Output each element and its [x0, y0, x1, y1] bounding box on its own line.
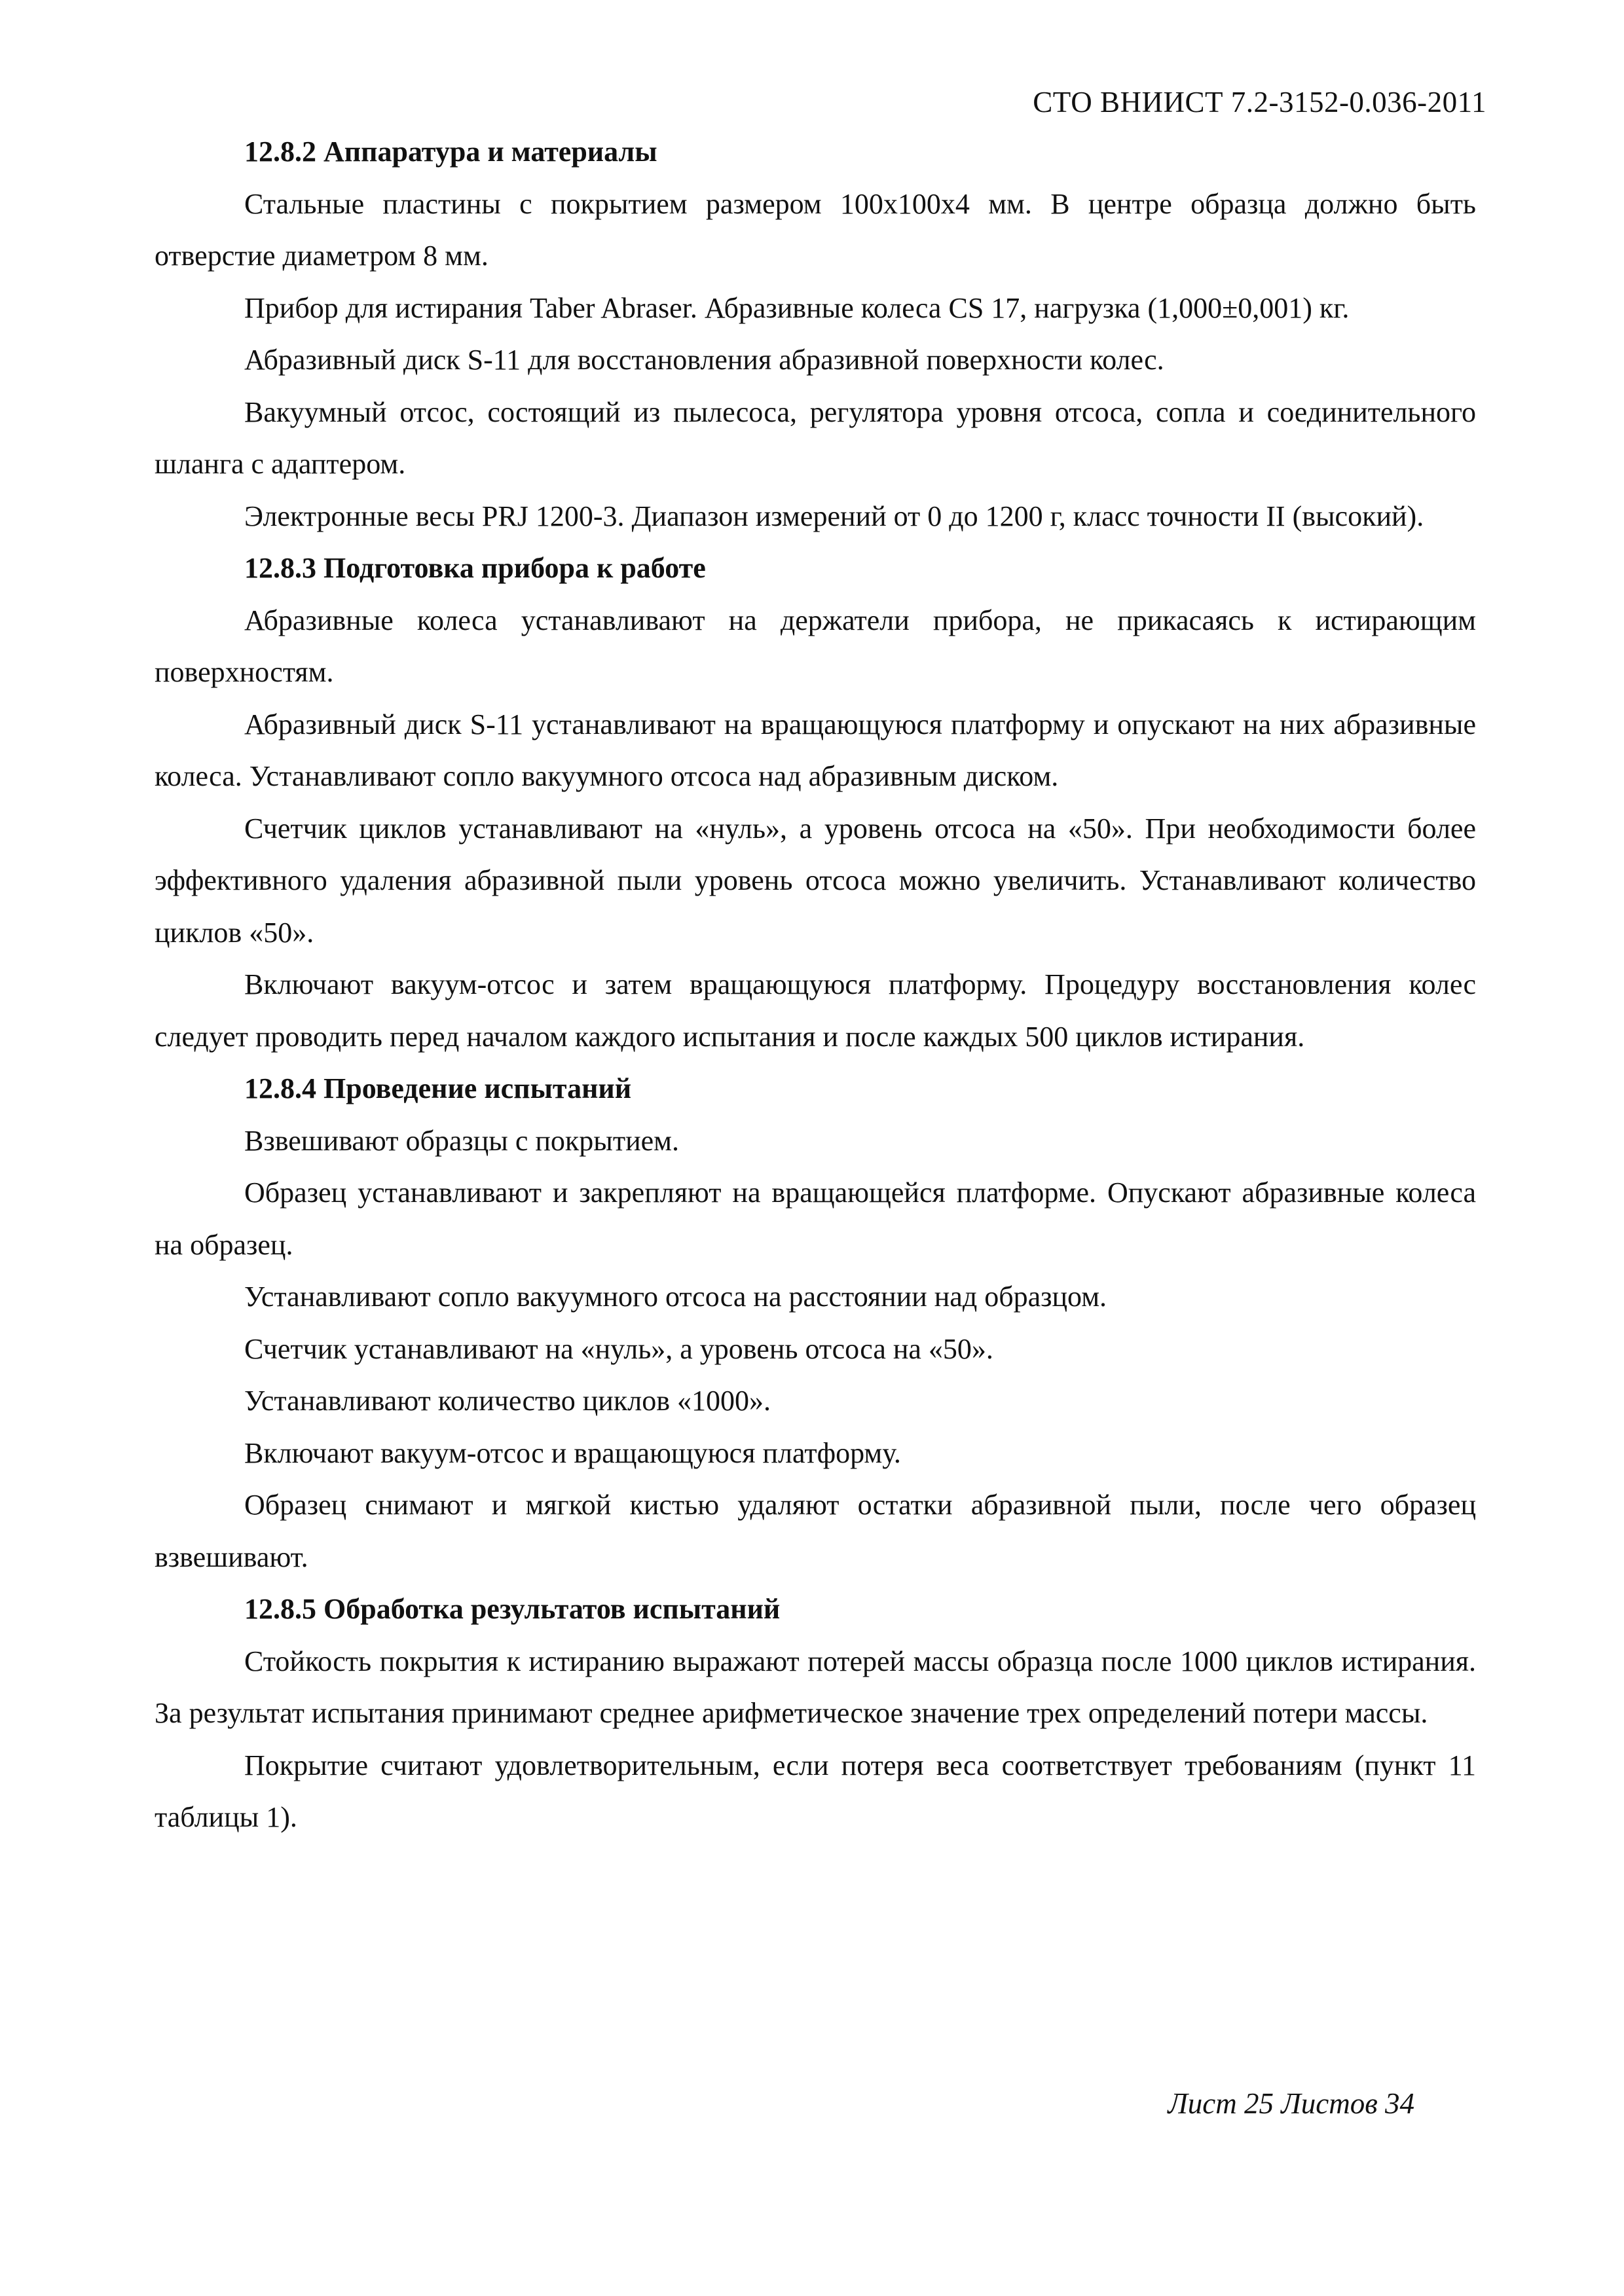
- paragraph: Включают вакуум-отсос и вращающуюся платформу.: [244, 1436, 901, 1469]
- paragraph: Образец устанавливают и закрепляют на вращающейся платформе. Опускают абразивные колеса на образец.: [155, 1176, 1476, 1261]
- paragraph: Вакуумный отсос, состоящий из пылесоса, регулятора уровня отсоса, сопла и соединительного шланга с адаптером.: [155, 395, 1476, 480]
- paragraph: Стойкость покрытия к истиранию выражают потерей массы образца после 1000 циклов истирания. За результат испытания принимают среднее арифметическое значение трех определений потери массы.: [155, 1645, 1476, 1729]
- paragraph: Счетчик циклов устанавливают на «нуль», а уровень отсоса на «50». При необходимости более эффективного удаления абразивной пыли уровень отсоса можно увеличить. Устанавливают количество циклов «50».: [155, 812, 1476, 949]
- paragraph: Абразивный диск S-11 для восстановления абразивной поверхности колес.: [244, 344, 1164, 376]
- sheets-label: Листов: [1281, 2087, 1378, 2120]
- page-footer: [1168, 2086, 1414, 2121]
- paragraph: Устанавливают количество циклов «1000».: [244, 1385, 771, 1417]
- section-12-8-3: [155, 542, 1476, 1063]
- section-heading: 12.8.3 Подготовка прибора к работе: [244, 552, 706, 584]
- paragraph: Абразивные колеса устанавливают на держатели прибора, не прикасаясь к истирающим поверхностям.: [155, 604, 1476, 688]
- paragraph: Покрытие считают удовлетворительным, если потеря веса соответствует требованиям (пункт 11 таблицы 1).: [155, 1749, 1476, 1833]
- paragraph: Электронные весы PRJ 1200-3. Диапазон измерений от 0 до 1200 г, класс точности II (высокий).: [244, 500, 1424, 532]
- section-heading: 12.8.4 Проведение испытаний: [244, 1072, 632, 1104]
- paragraph: Устанавливают сопло вакуумного отсоса на расстоянии над образцом.: [244, 1281, 1107, 1313]
- paragraph: Включают вакуум-отсос и затем вращающуюся платформу. Процедуру восстановления колес следует проводить перед началом каждого испытания и после каждых 500 циклов истирания.: [155, 968, 1476, 1053]
- document-code: СТО ВНИИСТ 7.2-3152-0.036-2011: [1033, 86, 1486, 118]
- paragraph: Прибор для истирания Taber Abraser. Абразивные колеса CS 17, нагрузка (1,000±0,001) кг.: [244, 291, 1350, 324]
- paragraph: Стальные пластины с покрытием размером 100х100х4 мм. В центре образца должно быть отверстие диаметром 8 мм.: [155, 187, 1476, 272]
- section-12-8-2: [155, 126, 1476, 542]
- section-heading: 12.8.5 Обработка результатов испытаний: [244, 1593, 781, 1625]
- sheet-number: 25: [1244, 2087, 1274, 2120]
- section-12-8-5: [155, 1583, 1476, 1844]
- paragraph: Абразивный диск S-11 устанавливают на вращающуюся платформу и опускают на них абразивные колеса. Устанавливают сопло вакуумного отсоса над абразивным диском.: [155, 708, 1476, 792]
- paragraph: Взвешивают образцы с покрытием.: [244, 1124, 680, 1157]
- document-body: [155, 126, 1476, 1844]
- sheets-total: 34: [1385, 2087, 1414, 2120]
- section-heading: 12.8.2 Аппаратура и материалы: [244, 136, 657, 168]
- section-12-8-4: [155, 1063, 1476, 1583]
- paragraph: Счетчик устанавливают на «нуль», а уровень отсоса на «50».: [244, 1332, 993, 1365]
- paragraph: Образец снимают и мягкой кистью удаляют остатки абразивной пыли, после чего образец взвешивают.: [155, 1489, 1476, 1573]
- sheet-label: Лист: [1168, 2087, 1237, 2120]
